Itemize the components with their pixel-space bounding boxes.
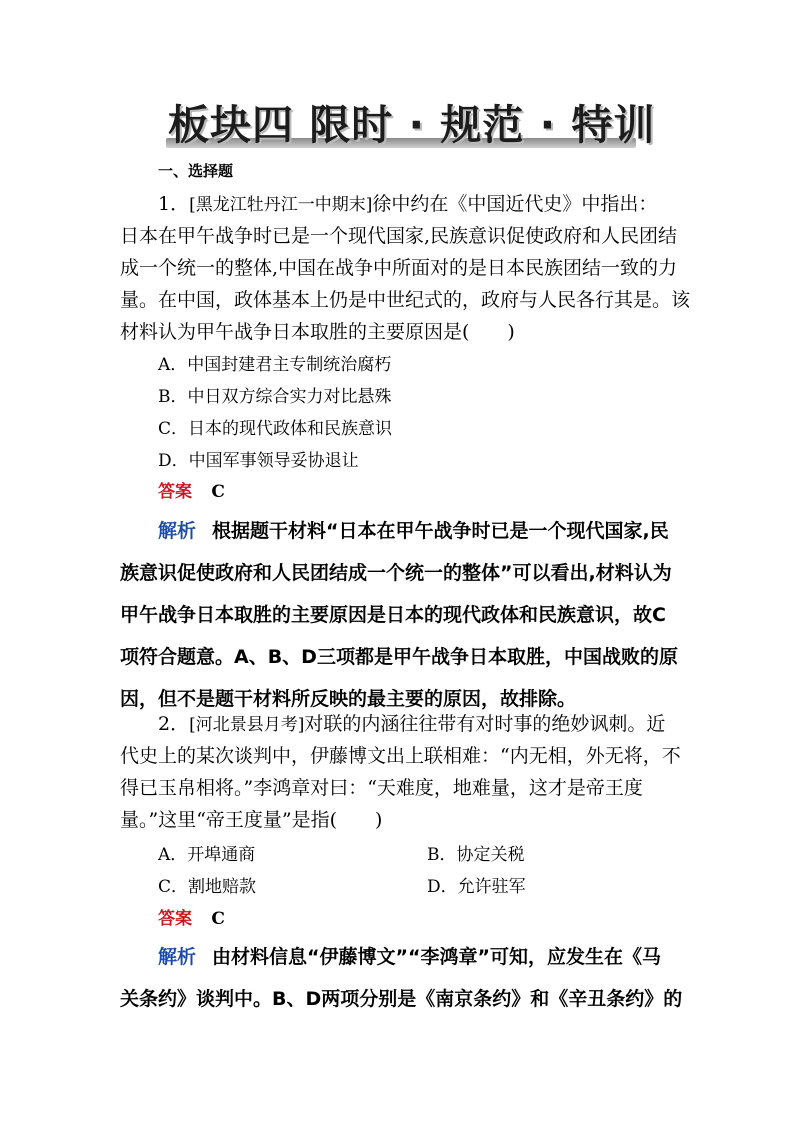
- analysis-label: 解析: [158, 946, 197, 968]
- analysis-text-line: 族意识促使政府和人民团结成一个统一的整体”可以看出,材料认为: [120, 562, 672, 584]
- q1-option-b: B．中日双方综合实力对比悬殊: [158, 387, 392, 407]
- q2-text-line: 代史上的某次谈判中，伊藤博文出上联相难：“内无相，外无将，不: [120, 745, 681, 767]
- analysis-text: 由材料信息“伊藤博文”“李鸿章”可知，应发生在《马: [212, 946, 661, 968]
- analysis-text-line: 因，但不是题干材料所反映的最主要的原因，故排除。: [120, 688, 577, 710]
- q1-option-a: A．中国封建君主专制统治腐朽: [158, 355, 392, 375]
- q2-number: 2．: [158, 713, 190, 735]
- q1-option-d: D．中国军事领导妥协退让: [158, 451, 359, 471]
- q1-source: [黑龙江牡丹江一中期末]: [189, 195, 373, 215]
- q2-text-line: 量。”这里“帝王度量”是指( ): [120, 809, 383, 831]
- analysis-label: 解析: [158, 520, 197, 542]
- q1-first-line: [158, 188, 718, 221]
- q2-text-line: 得已玉帛相将。”李鸿章对曰：“天难度，地难量，这才是帝王度: [120, 777, 643, 799]
- analysis-text-line: 关条约》谈判中。B、D两项分别是《南京条约》和《辛丑条约》的: [120, 988, 683, 1010]
- q1-text-line: 材料认为甲午战争日本取胜的主要原因是( ): [120, 321, 515, 343]
- q1-text-line: 日本在甲午战争时已是一个现代国家,民族意识促使政府和人民团结: [120, 225, 678, 247]
- q2-option-c: C．割地赔款: [158, 877, 257, 897]
- answer-label: 答案: [158, 482, 192, 502]
- q2-option-a: A．开埠通商: [158, 845, 256, 865]
- analysis-text-line: 项符合题意。A、B、D三项都是甲午战争日本取胜，中国战败的原: [120, 646, 678, 668]
- analysis-text: 根据题干材料“日本在甲午战争时已是一个现代国家,民: [212, 520, 669, 542]
- q1-text-line: 徐中约在《中国近代史》中指出：: [372, 193, 658, 215]
- q2-option-d: D．允许驻军: [427, 877, 526, 897]
- answer-label: 答案: [158, 909, 192, 929]
- q2-option-b: B．协定关税: [427, 845, 525, 865]
- q2-first-line: [158, 708, 718, 741]
- answer-value: C: [211, 909, 225, 929]
- q1-text-line: 成一个统一的整体,中国在战争中所面对的是日本民族团结一致的力: [120, 257, 678, 279]
- q2-analysis-first-line: [158, 937, 718, 977]
- q2-text-line: 对联的内涵往往带有对时事的绝妙讽刺。近: [304, 713, 666, 735]
- q2-answer: [158, 904, 225, 929]
- q1-answer: [158, 477, 225, 502]
- q1-number: 1．: [158, 193, 190, 215]
- q2-source: [河北景县月考]: [189, 715, 305, 735]
- analysis-text-line: 甲午战争日本取胜的主要原因是日本的现代政体和民族意识，故C: [120, 604, 666, 626]
- section-heading: 一、选择题: [158, 162, 234, 180]
- q1-option-c: C．日本的现代政体和民族意识: [158, 419, 393, 439]
- banner-title: 板块四 限时 · 规范 · 特训: [168, 101, 656, 149]
- answer-value: C: [211, 482, 225, 502]
- section-banner: [158, 88, 656, 152]
- q1-analysis-first-line: [158, 511, 718, 551]
- q1-text-line: 量。在中国，政体基本上仍是中世纪式的，政府与人民各行其是。该: [120, 289, 691, 311]
